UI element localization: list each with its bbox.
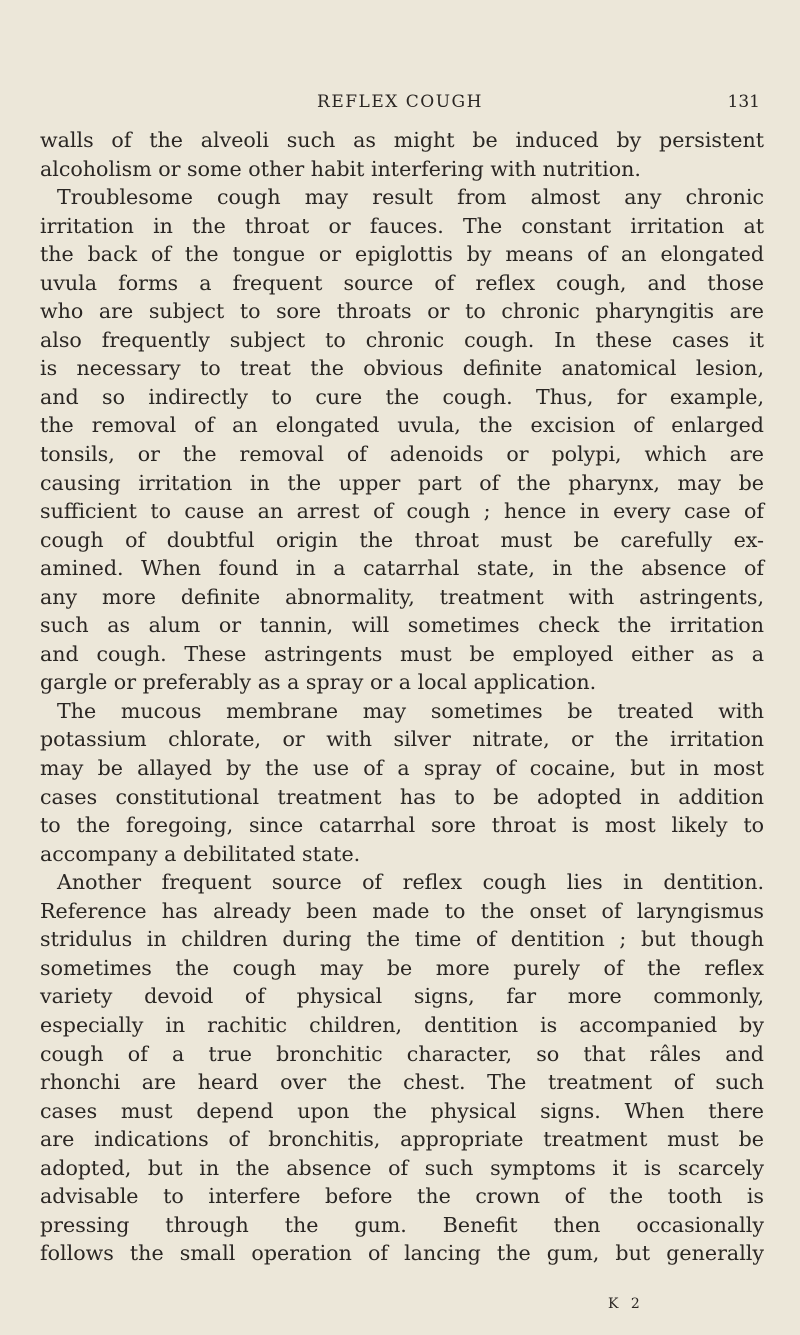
text-line: cases must depend upon the physical signs. When there: [40, 1098, 764, 1123]
text-line: to the foregoing, since catarrhal sore throat is most likely to: [40, 813, 764, 838]
text-line: any more definite abnormality, treatment with astringents,: [40, 584, 764, 609]
text-line: cases constitutional treatment has to be adopted in addition: [40, 784, 764, 809]
text-line: is necessary to treat the obvious definite anatomical lesion,: [40, 356, 764, 381]
text-line: tonsils, or the removal of adenoids or polypi, which are: [40, 442, 764, 467]
text-line: and cough. These astringents must be employed either as a: [40, 641, 764, 666]
text-line: accompany a debilitated state.: [40, 841, 361, 866]
running-head: REFLEX COUGH: [317, 92, 483, 112]
text-line: are indications of bronchitis, appropriate treatment must be: [40, 1127, 764, 1152]
text-line: the removal of an elongated uvula, the excision of enlarged: [40, 413, 764, 438]
text-line: alcoholism or some other habit interfering with nutrition.: [40, 156, 641, 181]
signature-mark: K 2: [608, 1296, 644, 1312]
text-line: who are subject to sore throats or to chronic pharyngitis are: [40, 299, 764, 324]
text-line: advisable to interfere before the crown of the tooth is: [40, 1184, 764, 1209]
body-text: [40, 126, 764, 1268]
text-line: cough of doubtful origin the throat must be carefully ex-: [40, 527, 764, 552]
text-line: irritation in the throat or fauces. The constant irritation at: [40, 213, 764, 238]
text-line: amined. When found in a catarrhal state, in the absence of: [40, 556, 764, 581]
text-line: gargle or preferably as a spray or a local application.: [40, 670, 597, 695]
text-line: especially in rachitic children, dentition is accompanied by: [40, 1012, 764, 1037]
text-line: Another frequent source of reflex cough lies in dentition.: [57, 870, 764, 895]
text-line: sufficient to cause an arrest of cough ; hence in every case of: [40, 499, 764, 524]
text-line: also frequently subject to chronic cough. In these cases it: [40, 327, 764, 352]
text-line: such as alum or tannin, will sometimes check the irritation: [40, 613, 764, 638]
text-line: uvula forms a frequent source of reflex cough, and those: [40, 270, 764, 295]
text-line: cough of a true bronchitic character, so that râles and: [40, 1041, 764, 1066]
text-line: pressing through the gum. Benefit then occasionally: [40, 1212, 764, 1237]
text-line: causing irritation in the upper part of the pharynx, may be: [40, 470, 764, 495]
text-line: and so indirectly to cure the cough. Thus, for example,: [40, 384, 764, 409]
text-line: sometimes the cough may be more purely of the reflex: [40, 955, 764, 980]
text-line: may be allayed by the use of a spray of cocaine, but in most: [40, 756, 764, 781]
text-line: Troublesome cough may result from almost any chronic: [57, 185, 764, 210]
page-header: [40, 88, 760, 116]
text-line: variety devoid of physical signs, far more commonly,: [40, 984, 764, 1009]
text-line: follows the small operation of lancing the gum, but generally: [40, 1241, 764, 1266]
text-line: potassium chlorate, or with silver nitrate, or the irritation: [40, 727, 764, 752]
text-line: adopted, but in the absence of such symptoms it is scarcely: [40, 1155, 764, 1180]
text-line: stridulus in children during the time of dentition ; but though: [40, 927, 764, 952]
text-line: rhonchi are heard over the chest. The treatment of such: [40, 1070, 764, 1095]
text-line: walls of the alveoli such as might be induced by persistent: [40, 128, 764, 152]
text-line: Reference has already been made to the onset of laryngismus: [40, 898, 764, 923]
text-line: The mucous membrane may sometimes be treated with: [57, 698, 764, 723]
page-number: 131: [727, 92, 760, 112]
text-line: the back of the tongue or epiglottis by means of an elongated: [40, 242, 764, 267]
